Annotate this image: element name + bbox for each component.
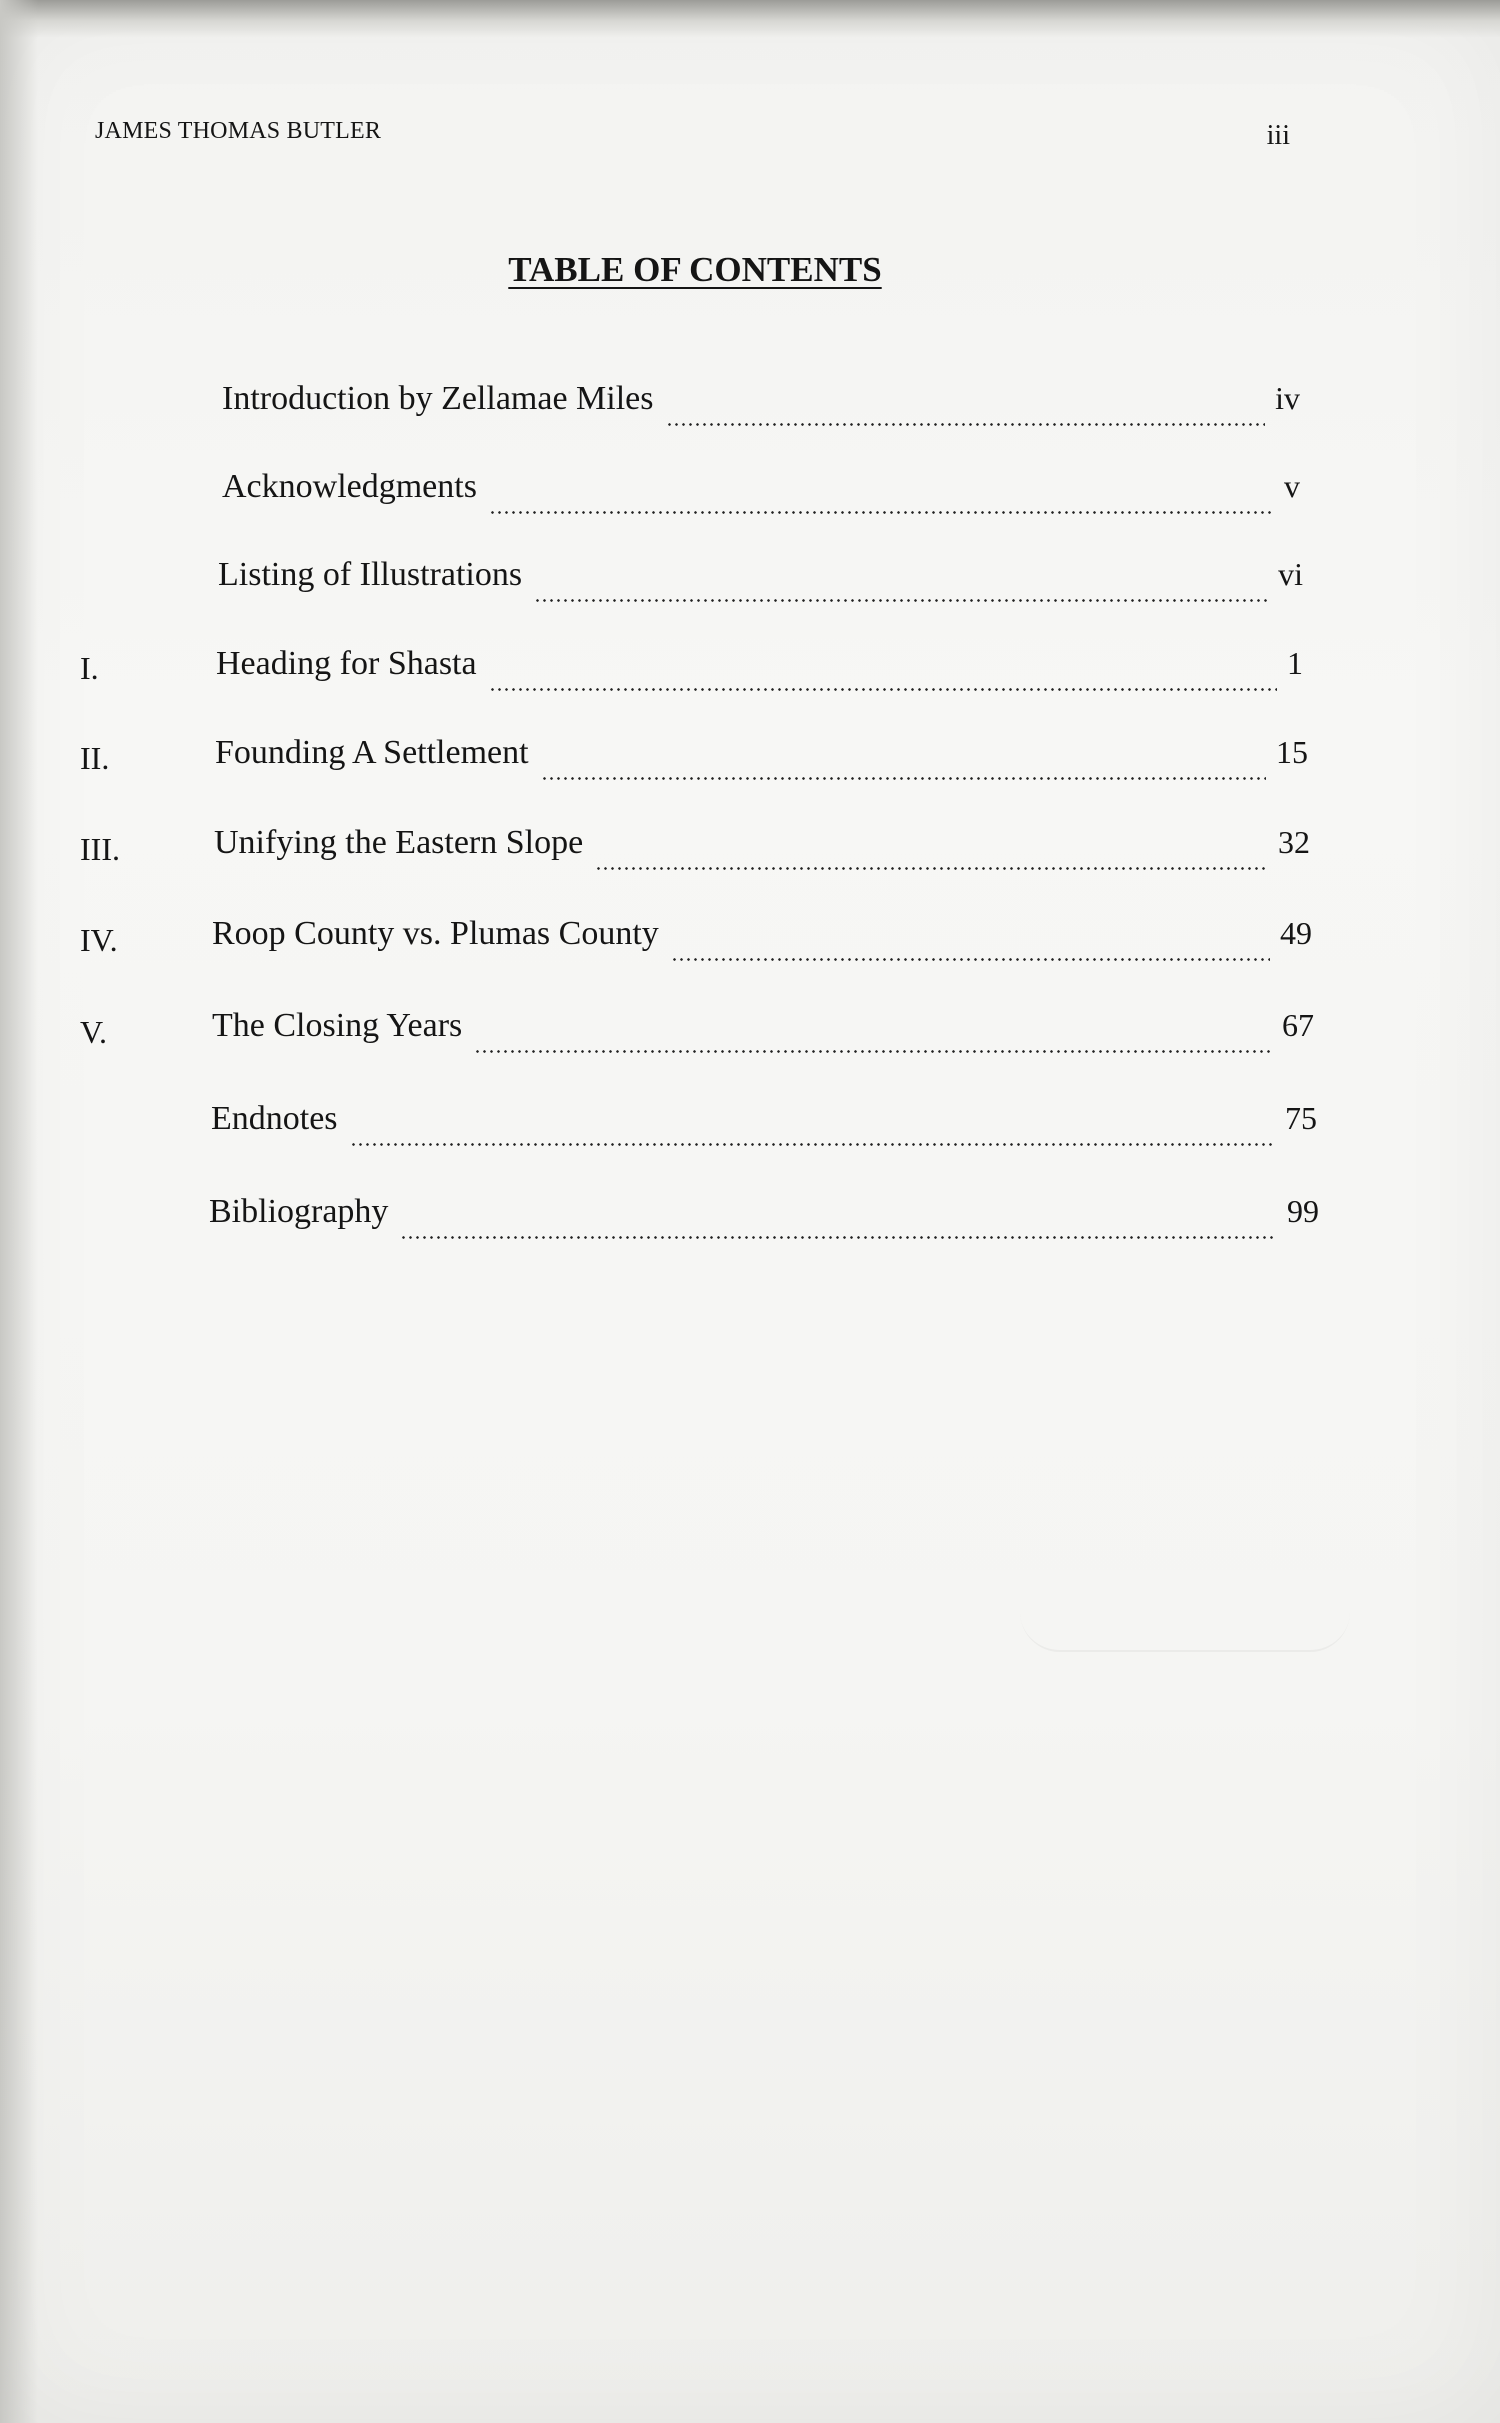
toc-entry [212, 915, 1312, 965]
toc-entry [211, 1100, 1317, 1150]
toc-title [0, 250, 1390, 290]
toc-leader-dots [541, 777, 1266, 780]
toc-entry-label: Acknowledgments [222, 468, 477, 505]
toc-entry-label: Roop County vs. Plumas County [212, 915, 659, 952]
toc-entry-label: Endnotes [211, 1100, 338, 1137]
toc-entry-page: 1 [1287, 645, 1303, 681]
toc-leader-dots [350, 1143, 1275, 1146]
toc-entry-page: vi [1278, 556, 1303, 592]
toc-entry-label: Heading for Shasta [216, 645, 477, 682]
toc-entry-page: v [1284, 468, 1300, 504]
toc-entry-page: 15 [1276, 734, 1308, 770]
toc-title-text: TABLE OF CONTENTS [508, 250, 882, 289]
toc-entry-label: Introduction by Zellamae Miles [222, 380, 654, 417]
toc-entry [216, 645, 1303, 695]
toc-entry-page: iv [1275, 380, 1300, 416]
toc-leader-dots [400, 1236, 1277, 1239]
toc-entry [222, 468, 1300, 518]
toc-leader-dots [534, 599, 1268, 602]
toc-entry [214, 824, 1310, 874]
toc-entry-number: I. [80, 650, 99, 686]
toc-entry-number: V. [80, 1014, 107, 1050]
toc-entry-page: 99 [1287, 1193, 1319, 1229]
toc-entry [222, 380, 1300, 430]
toc-entry-page: 32 [1278, 824, 1310, 860]
toc-entry [209, 1193, 1319, 1243]
header-page-number: iii [1266, 120, 1290, 151]
toc-entry [218, 556, 1303, 606]
toc-entry [215, 734, 1308, 784]
page-top-shadow [0, 0, 1500, 38]
toc-entry-label: Unifying the Eastern Slope [214, 824, 584, 861]
toc-entry-label: Listing of Illustrations [218, 556, 523, 593]
toc-entry-label: The Closing Years [212, 1007, 463, 1044]
page-left-shadow [0, 0, 38, 2423]
toc-leader-dots [474, 1050, 1272, 1053]
toc-leader-dots [489, 511, 1274, 514]
toc-entry [212, 1007, 1314, 1057]
toc-entry-page: 49 [1280, 915, 1312, 951]
running-header [95, 118, 1290, 158]
show-through-decoration [1020, 1560, 1350, 1652]
toc-entry-label: Founding A Settlement [215, 734, 529, 771]
toc-entry-label: Bibliography [209, 1193, 389, 1230]
toc-entry-page: 67 [1282, 1007, 1314, 1043]
header-author: JAMES THOMAS BUTLER [95, 118, 382, 144]
toc-entry-number: IV. [80, 922, 118, 958]
toc-leader-dots [666, 423, 1266, 426]
toc-leader-dots [489, 688, 1277, 691]
toc-entry-number: II. [80, 740, 110, 776]
toc-leader-dots [595, 867, 1268, 870]
toc-entry-number: III. [80, 831, 120, 867]
toc-entry-page: 75 [1285, 1100, 1317, 1136]
toc-leader-dots [671, 958, 1270, 961]
